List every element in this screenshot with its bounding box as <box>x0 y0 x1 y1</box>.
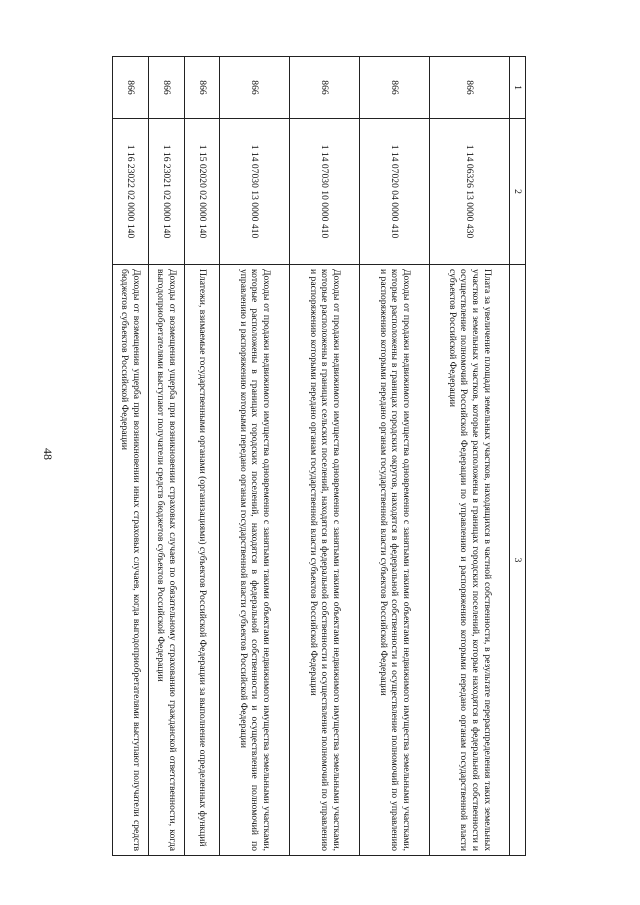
admin-code-cell: 866 <box>290 57 360 119</box>
admin-code-cell: 866 <box>360 57 430 119</box>
table-row <box>360 57 430 856</box>
table-row <box>113 57 149 856</box>
table-row <box>185 57 220 856</box>
kbk-code-cell: 1 14 07020 04 0000 410 <box>360 119 430 265</box>
description-cell: Плата за увеличение площади земельных участков, находящихся в частной собственности, в результате перераспределения таких земельных участков и земельных участков, которые расположены в границах городских поселений, которые находятся в федеральной собственности и осуществление полномочий Российской Федерации по управлению и распоряжению которыми передано органам государственной власти субъектов Российской Федерации <box>430 265 510 856</box>
kbk-code-cell: 1 15 02020 02 0000 140 <box>185 119 220 265</box>
page-number: 48 <box>41 448 55 460</box>
kbk-code-cell: 1 14 07030 10 0000 410 <box>290 119 360 265</box>
rotated-sheet <box>113 56 526 856</box>
header-col-3: 3 <box>510 265 526 856</box>
table-row <box>149 57 185 856</box>
admin-code-cell: 866 <box>113 57 149 119</box>
admin-code-cell: 866 <box>185 57 220 119</box>
description-cell: Платежи, взимаемые государственными органами (организациями) субъектов Российской Федерации за выполнение определенных функций <box>185 265 220 856</box>
description-cell: Доходы от продажи недвижимого имущества одновременно с занятыми такими объектами недвижимого имущества земельными участками, которые расположены в границах городских поселений, находятся в федеральной собственности и осуществление полномочий по управлению и распоряжению которыми передано органам государственной власти субъектов Российской Федерации <box>220 265 290 856</box>
table-row <box>430 57 510 856</box>
admin-code-cell: 866 <box>430 57 510 119</box>
table-header-row <box>510 57 526 856</box>
kbk-code-cell: 1 14 06326 13 0000 430 <box>430 119 510 265</box>
description-cell: Доходы от возмещения ущерба при возникновении страховых случаев по обязательному страхованию гражданской ответственности, когда выгодоприобретателями выступают получатели средств бюджетов субъектов Российской Федерации <box>149 265 185 856</box>
header-col-1: 1 <box>510 57 526 119</box>
kbk-code-cell: 1 16 23022 02 0000 140 <box>113 119 149 265</box>
description-cell: Доходы от продажи недвижимого имущества одновременно с занятыми такими объектами недвижимого имущества земельными участками, которые расположены в границах сельских поселений, находятся в федеральной собственности и осуществление полномочий по управлению и распоряжению которыми передано органам государственной власти субъектов Российской Федерации <box>290 265 360 856</box>
table-row <box>290 57 360 856</box>
admin-code-cell: 866 <box>149 57 185 119</box>
description-cell: Доходы от продажи недвижимого имущества одновременно с занятыми такими объектами недвижимого имущества земельными участками, которые расположены в границах городских округов, находятся в федеральной собственности и осуществление полномочий по управлению и распоряжению которыми передано органам государственной власти субъектов Российской Федерации <box>360 265 430 856</box>
kbk-code-cell: 1 16 23021 02 0000 140 <box>149 119 185 265</box>
kbk-code-cell: 1 14 07030 13 0000 410 <box>220 119 290 265</box>
revenue-codes-table <box>112 56 526 856</box>
header-col-2: 2 <box>510 119 526 265</box>
table-row <box>220 57 290 856</box>
admin-code-cell: 866 <box>220 57 290 119</box>
description-cell: Доходы от возмещения ущерба при возникновении иных страховых случаев, когда выгодоприобретателями выступают получатели средств бюджетов субъектов Российской Федерации <box>113 265 149 856</box>
